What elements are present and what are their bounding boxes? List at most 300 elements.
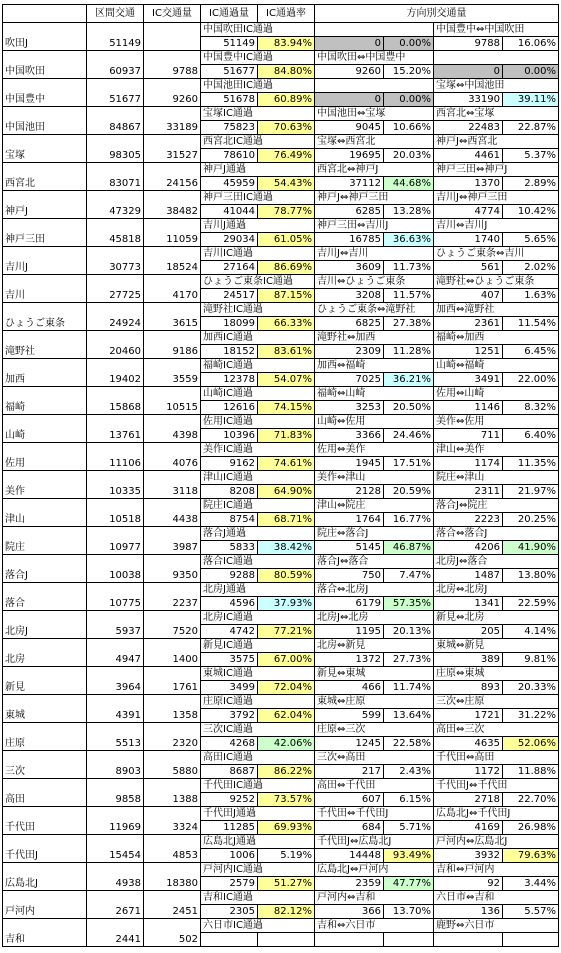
cell-dir2-share[interactable]: 20.25% bbox=[503, 513, 559, 527]
cell-dir2-label[interactable]: 美作⇔佐用 bbox=[434, 415, 559, 429]
cell-dir2-label[interactable]: 院庄⇔津山 bbox=[434, 471, 559, 485]
cell-dir1-label[interactable]: 滝野社⇔加西 bbox=[315, 331, 434, 345]
cell-dir1-label[interactable]: 高田⇔千代田 bbox=[315, 779, 434, 793]
cell-dir2-share[interactable]: 11.35% bbox=[503, 457, 559, 471]
cell-dir1-label[interactable]: 山崎⇔佐用 bbox=[315, 415, 434, 429]
cell-dir2-share[interactable]: 20.33% bbox=[503, 681, 559, 695]
cell-dir1-share[interactable]: 15.20% bbox=[384, 65, 434, 79]
cell-ic-traffic[interactable]: 3118 bbox=[144, 485, 201, 499]
cell-dir2-volume[interactable]: 3491 bbox=[434, 373, 503, 387]
cell-empty[interactable] bbox=[144, 555, 201, 569]
cell-empty[interactable] bbox=[3, 863, 87, 877]
cell-empty[interactable] bbox=[3, 639, 87, 653]
cell-dir2-share[interactable]: 11.54% bbox=[503, 317, 559, 331]
cell-dir1-label[interactable]: 神戸三田⇔吉川J bbox=[315, 219, 434, 233]
cell-interchange-name[interactable]: 庄原 bbox=[3, 737, 87, 751]
cell-dir2-volume[interactable]: 4635 bbox=[434, 737, 503, 751]
cell-empty[interactable] bbox=[3, 191, 87, 205]
cell-dir1-volume[interactable]: 3208 bbox=[315, 289, 384, 303]
cell-empty[interactable] bbox=[87, 135, 144, 149]
cell-ic-traffic[interactable]: 18524 bbox=[144, 261, 201, 275]
cell-section-traffic[interactable]: 13761 bbox=[87, 429, 144, 443]
cell-dir2-volume[interactable]: 9788 bbox=[434, 37, 503, 51]
cell-dir2-volume[interactable]: 136 bbox=[434, 905, 503, 919]
cell-dir2-label[interactable]: 三次⇔庄原 bbox=[434, 695, 559, 709]
cell-ic-pass-label[interactable]: 東城IC通過 bbox=[201, 667, 315, 681]
cell-ic-pass[interactable]: 10396 bbox=[201, 429, 258, 443]
header-ic-traffic[interactable]: IC交通量 bbox=[144, 5, 201, 23]
cell-interchange-name[interactable]: 滝野社 bbox=[3, 345, 87, 359]
cell-dir2-label[interactable]: 加西⇔滝野社 bbox=[434, 303, 559, 317]
cell-ic-pass-label[interactable]: 中国池田IC通過 bbox=[201, 79, 315, 93]
cell-empty[interactable] bbox=[144, 471, 201, 485]
cell-interchange-name[interactable]: 中国吹田 bbox=[3, 65, 87, 79]
cell-empty[interactable] bbox=[3, 219, 87, 233]
cell-dir2-volume[interactable]: 2718 bbox=[434, 793, 503, 807]
cell-dir1-share[interactable]: 13.64% bbox=[384, 709, 434, 723]
cell-ic-pass-rate[interactable]: 67.00% bbox=[258, 653, 315, 667]
cell-ic-pass-rate[interactable]: 87.15% bbox=[258, 289, 315, 303]
cell-ic-pass[interactable]: 3499 bbox=[201, 681, 258, 695]
cell-dir2-share[interactable]: 5.57% bbox=[503, 905, 559, 919]
cell-ic-pass-label[interactable]: 高田IC通過 bbox=[201, 751, 315, 765]
header-ic-pass[interactable]: IC通過量 bbox=[201, 5, 258, 23]
cell-empty[interactable] bbox=[3, 275, 87, 289]
cell-interchange-name[interactable]: 吹田J bbox=[3, 37, 87, 51]
cell-dir2-volume[interactable]: 1721 bbox=[434, 709, 503, 723]
cell-ic-pass[interactable]: 24517 bbox=[201, 289, 258, 303]
cell-dir2-label[interactable]: 高田⇔三次 bbox=[434, 723, 559, 737]
header-blank[interactable] bbox=[3, 5, 87, 23]
cell-ic-pass-label[interactable]: 新見IC通過 bbox=[201, 639, 315, 653]
cell-ic-pass[interactable]: 12616 bbox=[201, 401, 258, 415]
cell-empty[interactable] bbox=[87, 695, 144, 709]
cell-ic-pass-label[interactable]: 吉和IC通過 bbox=[201, 891, 315, 905]
cell-dir2-share[interactable]: 16.06% bbox=[503, 37, 559, 51]
cell-dir1-label[interactable] bbox=[315, 79, 434, 93]
cell-empty[interactable] bbox=[144, 751, 201, 765]
cell-empty[interactable] bbox=[3, 555, 87, 569]
cell-ic-traffic[interactable]: 3615 bbox=[144, 317, 201, 331]
cell-dir2-volume[interactable]: 1740 bbox=[434, 233, 503, 247]
cell-interchange-name[interactable]: 宝塚 bbox=[3, 149, 87, 163]
cell-dir1-share[interactable]: 20.50% bbox=[384, 401, 434, 415]
cell-dir2-label[interactable]: 広島北J⇔千代田J bbox=[434, 807, 559, 821]
cell-dir1-label[interactable]: 千代田⇔千代田J bbox=[315, 807, 434, 821]
cell-ic-traffic[interactable]: 31527 bbox=[144, 149, 201, 163]
cell-dir1-volume[interactable]: 3609 bbox=[315, 261, 384, 275]
cell-dir2-volume[interactable]: 4206 bbox=[434, 541, 503, 555]
cell-ic-pass[interactable]: 9252 bbox=[201, 793, 258, 807]
cell-ic-pass-label[interactable]: 美作IC通過 bbox=[201, 443, 315, 457]
cell-dir2-share[interactable]: 13.80% bbox=[503, 569, 559, 583]
cell-dir1-volume[interactable]: 684 bbox=[315, 821, 384, 835]
cell-dir2-share[interactable]: 22.87% bbox=[503, 121, 559, 135]
cell-ic-pass[interactable]: 45959 bbox=[201, 177, 258, 191]
cell-dir1-volume[interactable]: 0 bbox=[315, 37, 384, 51]
cell-ic-pass-label[interactable]: 加西IC通過 bbox=[201, 331, 315, 345]
cell-interchange-name[interactable]: 中国池田 bbox=[3, 121, 87, 135]
cell-empty[interactable] bbox=[144, 891, 201, 905]
cell-dir1-label[interactable]: 加西⇔福崎 bbox=[315, 359, 434, 373]
cell-empty[interactable] bbox=[87, 611, 144, 625]
cell-dir1-share[interactable]: 16.77% bbox=[384, 513, 434, 527]
cell-dir1-share[interactable]: 13.28% bbox=[384, 205, 434, 219]
cell-dir2-share[interactable]: 22.59% bbox=[503, 597, 559, 611]
cell-dir1-volume[interactable]: 466 bbox=[315, 681, 384, 695]
cell-dir1-volume[interactable]: 7025 bbox=[315, 373, 384, 387]
cell-dir1-share[interactable]: 11.28% bbox=[384, 345, 434, 359]
cell-empty[interactable] bbox=[3, 443, 87, 457]
cell-dir1-volume[interactable] bbox=[315, 933, 384, 947]
cell-dir1-label[interactable]: 北房⇔新見 bbox=[315, 639, 434, 653]
cell-ic-pass-label[interactable]: 戸河内IC通過 bbox=[201, 863, 315, 877]
cell-empty[interactable] bbox=[3, 163, 87, 177]
cell-interchange-name[interactable]: 戸河内 bbox=[3, 905, 87, 919]
cell-ic-pass-label[interactable]: 神戸三田IC通過 bbox=[201, 191, 315, 205]
cell-ic-pass-rate[interactable]: 73.57% bbox=[258, 793, 315, 807]
cell-empty[interactable] bbox=[87, 499, 144, 513]
cell-section-traffic[interactable]: 83071 bbox=[87, 177, 144, 191]
cell-dir2-label[interactable]: 庄原⇔東城 bbox=[434, 667, 559, 681]
cell-dir2-share[interactable]: 6.40% bbox=[503, 429, 559, 443]
cell-empty[interactable] bbox=[3, 79, 87, 93]
cell-empty[interactable] bbox=[87, 51, 144, 65]
cell-dir1-volume[interactable]: 2359 bbox=[315, 877, 384, 891]
cell-dir1-volume[interactable]: 1195 bbox=[315, 625, 384, 639]
cell-dir2-share[interactable]: 39.11% bbox=[503, 93, 559, 107]
cell-dir2-share[interactable]: 22.70% bbox=[503, 793, 559, 807]
cell-dir1-label[interactable]: 新見⇔東城 bbox=[315, 667, 434, 681]
cell-ic-traffic[interactable]: 33189 bbox=[144, 121, 201, 135]
cell-empty[interactable] bbox=[3, 779, 87, 793]
cell-ic-traffic[interactable]: 3324 bbox=[144, 821, 201, 835]
cell-dir1-share[interactable]: 5.71% bbox=[384, 821, 434, 835]
cell-dir1-label[interactable]: 神戸J⇔神戸三田 bbox=[315, 191, 434, 205]
cell-empty[interactable] bbox=[144, 23, 201, 37]
cell-empty[interactable] bbox=[87, 163, 144, 177]
cell-empty[interactable] bbox=[3, 807, 87, 821]
cell-dir2-volume[interactable] bbox=[434, 933, 503, 947]
cell-section-traffic[interactable]: 11969 bbox=[87, 821, 144, 835]
cell-dir1-share[interactable]: 0.00% bbox=[384, 93, 434, 107]
cell-interchange-name[interactable]: 広島北J bbox=[3, 877, 87, 891]
cell-ic-traffic[interactable]: 7520 bbox=[144, 625, 201, 639]
cell-ic-pass[interactable]: 78610 bbox=[201, 149, 258, 163]
cell-dir2-share[interactable]: 9.81% bbox=[503, 653, 559, 667]
cell-empty[interactable] bbox=[87, 219, 144, 233]
cell-section-traffic[interactable]: 30773 bbox=[87, 261, 144, 275]
cell-dir2-volume[interactable]: 2361 bbox=[434, 317, 503, 331]
cell-ic-pass[interactable]: 18152 bbox=[201, 345, 258, 359]
cell-interchange-name[interactable]: 吉川 bbox=[3, 289, 87, 303]
cell-dir1-label[interactable]: 宝塚⇔西宮北 bbox=[315, 135, 434, 149]
cell-empty[interactable] bbox=[3, 387, 87, 401]
cell-dir2-volume[interactable]: 2223 bbox=[434, 513, 503, 527]
cell-empty[interactable] bbox=[87, 331, 144, 345]
cell-empty[interactable] bbox=[87, 835, 144, 849]
cell-empty[interactable] bbox=[87, 23, 144, 37]
cell-dir2-share[interactable]: 4.14% bbox=[503, 625, 559, 639]
cell-section-traffic[interactable]: 10518 bbox=[87, 513, 144, 527]
cell-dir2-share[interactable]: 5.65% bbox=[503, 233, 559, 247]
cell-empty[interactable] bbox=[144, 331, 201, 345]
cell-interchange-name[interactable]: 山崎 bbox=[3, 429, 87, 443]
cell-interchange-name[interactable]: 西宮北 bbox=[3, 177, 87, 191]
cell-ic-pass[interactable]: 75823 bbox=[201, 121, 258, 135]
cell-interchange-name[interactable]: 院庄 bbox=[3, 541, 87, 555]
cell-dir1-share[interactable]: 24.46% bbox=[384, 429, 434, 443]
cell-dir1-volume[interactable]: 1945 bbox=[315, 457, 384, 471]
cell-ic-pass-label[interactable]: 三次IC通過 bbox=[201, 723, 315, 737]
cell-ic-pass[interactable]: 12378 bbox=[201, 373, 258, 387]
cell-dir2-share[interactable]: 41.90% bbox=[503, 541, 559, 555]
cell-empty[interactable] bbox=[144, 219, 201, 233]
cell-interchange-name[interactable]: 佐用 bbox=[3, 457, 87, 471]
cell-empty[interactable] bbox=[144, 611, 201, 625]
cell-empty[interactable] bbox=[144, 359, 201, 373]
cell-dir1-label[interactable]: 落合⇔北房J bbox=[315, 583, 434, 597]
cell-section-traffic[interactable]: 47329 bbox=[87, 205, 144, 219]
cell-empty[interactable] bbox=[3, 583, 87, 597]
cell-empty[interactable] bbox=[3, 919, 87, 933]
cell-empty[interactable] bbox=[144, 695, 201, 709]
cell-ic-pass-label[interactable]: 千代田J通過 bbox=[201, 807, 315, 821]
cell-empty[interactable] bbox=[87, 387, 144, 401]
cell-dir1-share[interactable]: 0.00% bbox=[384, 37, 434, 51]
cell-dir1-share[interactable]: 22.58% bbox=[384, 737, 434, 751]
cell-empty[interactable] bbox=[87, 415, 144, 429]
cell-dir2-share[interactable]: 52.06% bbox=[503, 737, 559, 751]
cell-interchange-name[interactable]: 津山 bbox=[3, 513, 87, 527]
cell-section-traffic[interactable]: 10775 bbox=[87, 597, 144, 611]
cell-dir1-volume[interactable]: 1372 bbox=[315, 653, 384, 667]
cell-ic-pass[interactable]: 11285 bbox=[201, 821, 258, 835]
cell-dir1-label[interactable]: 佐用⇔美作 bbox=[315, 443, 434, 457]
cell-dir2-label[interactable]: 六日市⇔吉和 bbox=[434, 891, 559, 905]
cell-dir2-share[interactable]: 11.88% bbox=[503, 765, 559, 779]
cell-ic-pass-label[interactable]: 庄原IC通過 bbox=[201, 695, 315, 709]
cell-empty[interactable] bbox=[3, 135, 87, 149]
cell-dir1-share[interactable]: 20.03% bbox=[384, 149, 434, 163]
cell-ic-pass-rate[interactable]: 64.90% bbox=[258, 485, 315, 499]
cell-section-traffic[interactable]: 98305 bbox=[87, 149, 144, 163]
cell-ic-pass-label[interactable]: 落合IC通過 bbox=[201, 555, 315, 569]
cell-ic-pass[interactable]: 29034 bbox=[201, 233, 258, 247]
cell-empty[interactable] bbox=[144, 583, 201, 597]
cell-ic-pass[interactable]: 8754 bbox=[201, 513, 258, 527]
cell-dir2-label[interactable]: ひょうご東条⇔吉川 bbox=[434, 247, 559, 261]
cell-ic-pass-rate[interactable]: 72.04% bbox=[258, 681, 315, 695]
cell-empty[interactable] bbox=[87, 443, 144, 457]
cell-empty[interactable] bbox=[87, 751, 144, 765]
cell-dir1-volume[interactable]: 6825 bbox=[315, 317, 384, 331]
cell-ic-pass-rate[interactable]: 60.89% bbox=[258, 93, 315, 107]
cell-dir1-share[interactable]: 46.87% bbox=[384, 541, 434, 555]
cell-empty[interactable] bbox=[87, 275, 144, 289]
cell-ic-pass[interactable]: 4268 bbox=[201, 737, 258, 751]
cell-ic-pass-rate[interactable]: 69.93% bbox=[258, 821, 315, 835]
cell-dir1-label[interactable]: 広島北J⇔戸河内 bbox=[315, 863, 434, 877]
cell-ic-traffic[interactable]: 2320 bbox=[144, 737, 201, 751]
cell-ic-pass-label[interactable]: 吉川J通過 bbox=[201, 219, 315, 233]
cell-section-traffic[interactable]: 20460 bbox=[87, 345, 144, 359]
cell-dir2-label[interactable]: 滝野社⇔ひょうご東条 bbox=[434, 275, 559, 289]
cell-interchange-name[interactable]: 千代田 bbox=[3, 821, 87, 835]
cell-dir1-volume[interactable]: 3253 bbox=[315, 401, 384, 415]
cell-dir2-label[interactable]: 鹿野⇔六日市 bbox=[434, 919, 559, 933]
cell-ic-pass-rate[interactable]: 5.19% bbox=[258, 849, 315, 863]
cell-empty[interactable] bbox=[144, 639, 201, 653]
cell-ic-pass-label[interactable]: 神戸J通過 bbox=[201, 163, 315, 177]
cell-section-traffic[interactable]: 24924 bbox=[87, 317, 144, 331]
cell-dir2-volume[interactable]: 33190 bbox=[434, 93, 503, 107]
cell-ic-pass-rate[interactable]: 42.06% bbox=[258, 737, 315, 751]
cell-dir2-volume[interactable]: 0 bbox=[434, 65, 503, 79]
cell-ic-pass[interactable]: 41044 bbox=[201, 205, 258, 219]
cell-ic-traffic[interactable]: 1761 bbox=[144, 681, 201, 695]
cell-ic-pass-label[interactable]: 津山IC通過 bbox=[201, 471, 315, 485]
cell-dir1-label[interactable]: 吉川⇔ひょうご東条 bbox=[315, 275, 434, 289]
cell-dir2-label[interactable]: 西宮北⇔宝塚 bbox=[434, 107, 559, 121]
cell-ic-traffic[interactable]: 4853 bbox=[144, 849, 201, 863]
cell-dir2-volume[interactable]: 1251 bbox=[434, 345, 503, 359]
cell-ic-pass-rate[interactable]: 84.80% bbox=[258, 65, 315, 79]
cell-empty[interactable] bbox=[144, 667, 201, 681]
cell-empty[interactable] bbox=[144, 779, 201, 793]
cell-empty[interactable] bbox=[87, 639, 144, 653]
cell-empty[interactable] bbox=[144, 527, 201, 541]
cell-dir1-volume[interactable]: 1245 bbox=[315, 737, 384, 751]
cell-ic-pass[interactable]: 8208 bbox=[201, 485, 258, 499]
cell-dir1-volume[interactable]: 1764 bbox=[315, 513, 384, 527]
cell-empty[interactable] bbox=[144, 303, 201, 317]
cell-ic-traffic[interactable]: 10515 bbox=[144, 401, 201, 415]
cell-ic-pass[interactable]: 3575 bbox=[201, 653, 258, 667]
cell-dir1-label[interactable]: 中国池田⇔宝塚 bbox=[315, 107, 434, 121]
cell-dir1-label[interactable]: 美作⇔津山 bbox=[315, 471, 434, 485]
cell-dir1-volume[interactable]: 6179 bbox=[315, 597, 384, 611]
cell-empty[interactable] bbox=[144, 443, 201, 457]
cell-section-traffic[interactable]: 10335 bbox=[87, 485, 144, 499]
cell-interchange-name[interactable]: 東城 bbox=[3, 709, 87, 723]
cell-dir1-share[interactable]: 17.51% bbox=[384, 457, 434, 471]
cell-ic-pass-rate[interactable]: 54.07% bbox=[258, 373, 315, 387]
cell-ic-pass-label[interactable]: 北房J通過 bbox=[201, 583, 315, 597]
cell-empty[interactable] bbox=[144, 163, 201, 177]
cell-ic-pass[interactable]: 51677 bbox=[201, 65, 258, 79]
cell-ic-pass-label[interactable]: 中国吹田IC通過 bbox=[201, 23, 315, 37]
cell-ic-pass[interactable]: 8687 bbox=[201, 765, 258, 779]
cell-dir2-share[interactable]: 3.44% bbox=[503, 877, 559, 891]
cell-dir1-volume[interactable]: 5145 bbox=[315, 541, 384, 555]
cell-interchange-name[interactable]: 吉和 bbox=[3, 933, 87, 947]
cell-dir1-label[interactable]: 庄原⇔三次 bbox=[315, 723, 434, 737]
cell-section-traffic[interactable]: 2671 bbox=[87, 905, 144, 919]
cell-empty[interactable] bbox=[3, 247, 87, 261]
cell-ic-pass-label[interactable]: 滝野社IC通過 bbox=[201, 303, 315, 317]
cell-dir2-label[interactable]: 戸河内⇔広島北J bbox=[434, 835, 559, 849]
cell-dir2-label[interactable]: 落合⇔落合J bbox=[434, 527, 559, 541]
cell-empty[interactable] bbox=[3, 723, 87, 737]
cell-dir2-volume[interactable]: 407 bbox=[434, 289, 503, 303]
cell-dir2-label[interactable]: 中国豊中⇔中国吹田 bbox=[434, 23, 559, 37]
cell-ic-traffic[interactable]: 9350 bbox=[144, 569, 201, 583]
cell-dir2-share[interactable]: 6.45% bbox=[503, 345, 559, 359]
cell-ic-pass-rate[interactable]: 70.63% bbox=[258, 121, 315, 135]
header-ic-pass-rate[interactable]: IC通過率 bbox=[258, 5, 315, 23]
cell-ic-pass-rate[interactable]: 54.43% bbox=[258, 177, 315, 191]
cell-ic-traffic[interactable]: 4170 bbox=[144, 289, 201, 303]
cell-ic-pass-rate[interactable] bbox=[258, 933, 315, 947]
cell-dir1-volume[interactable]: 0 bbox=[315, 93, 384, 107]
cell-ic-pass-rate[interactable]: 83.61% bbox=[258, 345, 315, 359]
cell-dir2-volume[interactable]: 4461 bbox=[434, 149, 503, 163]
cell-dir2-share[interactable]: 31.22% bbox=[503, 709, 559, 723]
cell-empty[interactable] bbox=[144, 247, 201, 261]
cell-interchange-name[interactable]: ひょうご東条 bbox=[3, 317, 87, 331]
cell-dir1-label[interactable]: 福崎⇔山崎 bbox=[315, 387, 434, 401]
cell-empty[interactable] bbox=[144, 387, 201, 401]
cell-interchange-name[interactable]: 北房 bbox=[3, 653, 87, 667]
cell-ic-pass-rate[interactable]: 66.33% bbox=[258, 317, 315, 331]
cell-dir2-volume[interactable]: 561 bbox=[434, 261, 503, 275]
cell-dir2-label[interactable] bbox=[434, 51, 559, 65]
cell-dir1-label[interactable]: 東城⇔庄原 bbox=[315, 695, 434, 709]
cell-dir2-volume[interactable]: 2311 bbox=[434, 485, 503, 499]
cell-dir2-volume[interactable]: 711 bbox=[434, 429, 503, 443]
cell-empty[interactable] bbox=[144, 863, 201, 877]
cell-empty[interactable] bbox=[3, 611, 87, 625]
cell-dir2-label[interactable]: 千代田J⇔千代田 bbox=[434, 779, 559, 793]
cell-ic-pass-rate[interactable]: 77.21% bbox=[258, 625, 315, 639]
cell-empty[interactable] bbox=[3, 835, 87, 849]
cell-ic-pass-label[interactable]: 広島北J通過 bbox=[201, 835, 315, 849]
cell-dir1-volume[interactable]: 37112 bbox=[315, 177, 384, 191]
cell-empty[interactable] bbox=[3, 471, 87, 485]
cell-empty[interactable] bbox=[144, 723, 201, 737]
cell-section-traffic[interactable]: 51149 bbox=[87, 37, 144, 51]
cell-interchange-name[interactable]: 神戸J bbox=[3, 205, 87, 219]
cell-dir1-share[interactable]: 7.47% bbox=[384, 569, 434, 583]
cell-empty[interactable] bbox=[87, 247, 144, 261]
cell-ic-pass-label[interactable]: 落合J通過 bbox=[201, 527, 315, 541]
cell-empty[interactable] bbox=[3, 527, 87, 541]
cell-ic-traffic[interactable]: 1358 bbox=[144, 709, 201, 723]
cell-empty[interactable] bbox=[87, 919, 144, 933]
cell-interchange-name[interactable]: 中国豊中 bbox=[3, 93, 87, 107]
cell-empty[interactable] bbox=[3, 695, 87, 709]
cell-ic-pass-rate[interactable]: 71.83% bbox=[258, 429, 315, 443]
cell-dir2-volume[interactable]: 4169 bbox=[434, 821, 503, 835]
cell-ic-pass-rate[interactable]: 51.27% bbox=[258, 877, 315, 891]
cell-empty[interactable] bbox=[87, 303, 144, 317]
cell-section-traffic[interactable]: 5937 bbox=[87, 625, 144, 639]
cell-empty[interactable] bbox=[87, 79, 144, 93]
cell-empty[interactable] bbox=[3, 751, 87, 765]
cell-ic-pass-rate[interactable]: 74.15% bbox=[258, 401, 315, 415]
cell-empty[interactable] bbox=[144, 51, 201, 65]
cell-empty[interactable] bbox=[3, 891, 87, 905]
cell-section-traffic[interactable]: 27725 bbox=[87, 289, 144, 303]
cell-ic-pass[interactable]: 27164 bbox=[201, 261, 258, 275]
cell-section-traffic[interactable]: 2441 bbox=[87, 933, 144, 947]
cell-ic-pass-rate[interactable]: 86.22% bbox=[258, 765, 315, 779]
cell-dir1-volume[interactable]: 2128 bbox=[315, 485, 384, 499]
cell-section-traffic[interactable]: 8903 bbox=[87, 765, 144, 779]
cell-dir1-label[interactable]: ひょうご東条⇔滝野社 bbox=[315, 303, 434, 317]
cell-dir1-share[interactable]: 44.68% bbox=[384, 177, 434, 191]
